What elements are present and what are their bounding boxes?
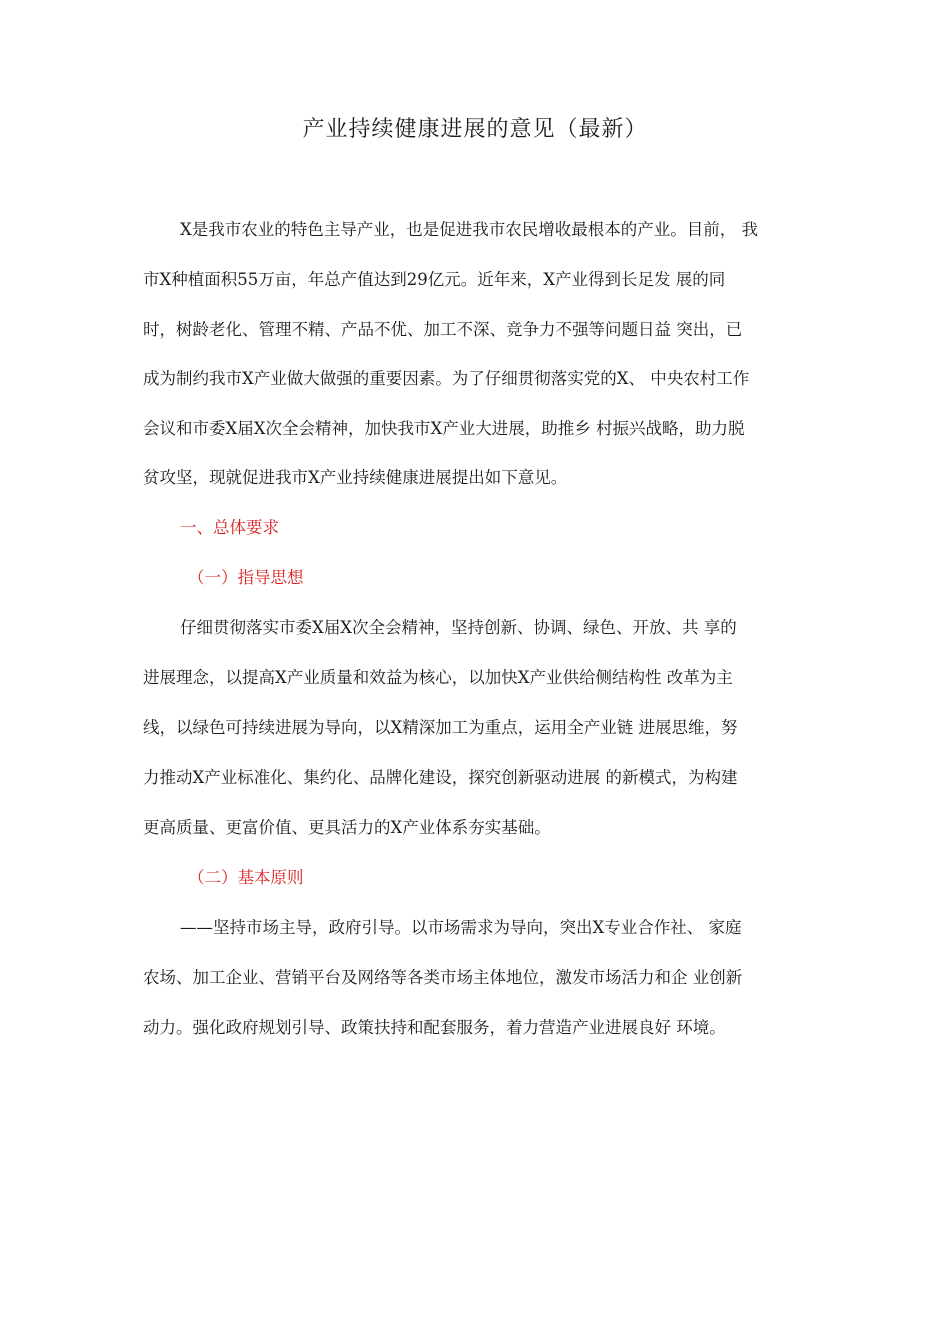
principle-line-2: 农场、加工企业、营销平台及网络等各类市场主体地位，激发市场活力和企 业创新 xyxy=(143,968,743,987)
document-title: 产业持续健康进展的意见（最新） xyxy=(302,117,648,142)
section-heading-overall-requirements: 一、总体要求 xyxy=(180,518,279,537)
principle-line-1: ——坚持市场主导，政府引导。以市场需求为导向，突出X专业合作社、 家庭 xyxy=(180,918,742,937)
intro-line-1: X是我市农业的特色主导产业，也是促进我市农民增收最根本的产业。目前， 我 xyxy=(180,220,758,239)
intro-line-6: 贫攻坚，现就促进我市X产业持续健康进展提出如下意见。 xyxy=(143,468,568,487)
intro-line-5: 会议和市委X届X次全会精神，加快我市X产业大进展，助推乡 村振兴战略，助力脱 xyxy=(143,419,745,438)
guiding-line-1: 仔细贯彻落实市委X届X次全会精神，坚持创新、协调、绿色、开放、共 享的 xyxy=(180,618,737,637)
intro-line-2: 市X种植面积55万亩，年总产值达到29亿元。近年来，X产业得到长足发 展的同 xyxy=(143,270,726,289)
subsection-heading-basic-principles: （二）基本原则 xyxy=(188,868,304,887)
guiding-line-2: 进展理念，以提高X产业质量和效益为核心，以加快X产业供给侧结构性 改革为主 xyxy=(143,668,733,687)
principle-line-3: 动力。强化政府规划引导、政策扶持和配套服务，着力营造产业进展良好 环境。 xyxy=(143,1018,726,1037)
guiding-line-5: 更高质量、更富价值、更具活力的X产业体系夯实基础。 xyxy=(143,818,551,837)
intro-line-4: 成为制约我市X产业做大做强的重要因素。为了仔细贯彻落实党的X、 中央农村工作 xyxy=(143,369,750,388)
guiding-line-3: 线，以绿色可持续进展为导向，以X精深加工为重点，运用全产业链 进展思维，努 xyxy=(143,718,738,737)
guiding-line-4: 力推动X产业标准化、集约化、品牌化建设，探究创新驱动进展 的新模式，为构建 xyxy=(143,768,738,787)
intro-line-3: 时，树龄老化、管理不精、产品不优、加工不深、竞争力不强等问题日益 突出，已 xyxy=(143,320,743,339)
subsection-heading-guiding-ideology: （一）指导思想 xyxy=(188,568,304,587)
